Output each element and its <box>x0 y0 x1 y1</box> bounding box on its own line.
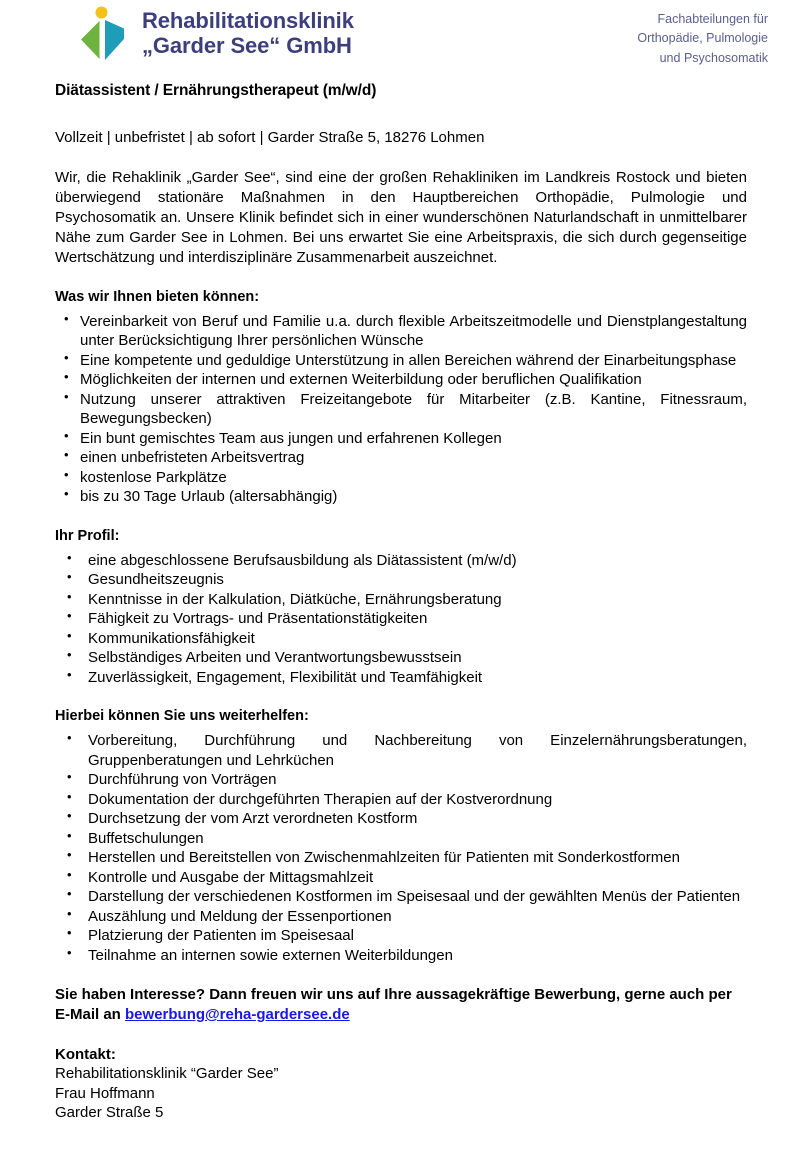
list-item: • bis zu 30 Tage Urlaub (altersabhängig) <box>55 487 747 507</box>
benefits-heading: Was wir Ihnen bieten können: <box>55 288 260 305</box>
profile-heading: Ihr Profil: <box>55 527 120 544</box>
benefits-list <box>55 312 747 507</box>
list-item: • Auszählung und Meldung der Essenportionen <box>55 907 747 927</box>
clinic-name <box>142 9 354 58</box>
document-body <box>0 82 800 1123</box>
department-line: und Psychosomatik <box>659 50 768 65</box>
application-call-to-action <box>55 985 747 1025</box>
list-item: • Dokumentation der durchgeführten Therapien auf der Kostverordnung <box>55 790 747 810</box>
list-item: • Kenntnisse in der Kalkulation, Diätküche, Ernährungsberatung <box>55 590 747 610</box>
list-item: • Herstellen und Bereitstellen von Zwischenmahlzeiten für Patienten mit Sonderkostformen <box>55 848 747 868</box>
contact-block <box>55 1045 747 1123</box>
department-line: Fachabteilungen für <box>657 12 768 26</box>
tasks-list <box>55 731 747 965</box>
list-item: • Kommunikationsfähigkeit <box>55 629 747 649</box>
list-item: • Zuverlässigkeit, Engagement, Flexibilität und Teamfähigkeit <box>55 668 747 688</box>
document-header <box>0 0 800 72</box>
clinic-branding <box>78 6 354 62</box>
application-email-link[interactable]: bewerbung@reha-gardersee.de <box>125 1005 350 1023</box>
cta-text: Sie haben Interesse? Dann freuen wir uns auf Ihre aussagekräftige Bewerbung, gerne auch per E-Mail an <box>55 986 732 1023</box>
rehab-clinic-logo-icon <box>78 6 132 62</box>
departments-block <box>637 6 768 68</box>
list-item: • Nutzung unserer attraktiven Freizeitangebote für Mitarbeiter (z.B. Kantine, Fitnessraum, Bewegungsbecken) <box>55 390 747 429</box>
list-item: • Möglichkeiten der internen und externen Weiterbildung oder beruflichen Qualifikation <box>55 370 747 390</box>
page-title: Diätassistent / Ernährungstherapeut (m/w/d) <box>55 82 377 99</box>
list-item: • Durchsetzung der vom Arzt verordneten Kostform <box>55 809 747 829</box>
list-item: • Gesundheitszeugnis <box>55 570 747 590</box>
list-item: • Durchführung von Vorträgen <box>55 770 747 790</box>
list-item: • Darstellung der verschiedenen Kostformen im Speisesaal und der gewählten Menüs der Patienten <box>55 887 747 907</box>
list-item: • Vorbereitung, Durchführung und Nachbereitung von Einzelernährungsberatungen, Gruppenberatungen und Lehrküchen <box>55 731 747 770</box>
contact-line-person: Frau Hoffmann <box>55 1084 155 1102</box>
list-item: • Vereinbarkeit von Beruf und Familie u.a. durch flexible Arbeitszeitmodelle und Dienstplangestaltung unter Berücksichtigung Ihrer persönlichen Wünsche <box>55 312 747 351</box>
contact-heading: Kontakt: <box>55 1045 116 1063</box>
contact-line-clinic: Rehabilitationsklinik “Garder See” <box>55 1065 279 1083</box>
intro-paragraph: Wir, die Rehaklinik „Garder See“, sind eine der großen Rehakliniken im Landkreis Rostock und bieten überwiegend stationäre Maßnahmen in den Hauptbereichen Orthopädie, Pulmologie und Psychosomatik an. Unsere Klinik befindet sich in einer wunderschönen Naturlandschaft in unmittelbarer Nähe zum Garder See in Lohmen. Bei uns erwartet Sie eine Arbeitspraxis, die sich durch gegenseitige Wertschätzung und interdisziplinäre Zusammenarbeit auszeichnet. <box>55 169 747 266</box>
list-item: • Teilnahme an internen sowie externen Weiterbildungen <box>55 946 747 966</box>
department-line: Orthopädie, Pulmologie <box>637 31 768 46</box>
tasks-heading: Hierbei können Sie uns weiterhelfen: <box>55 708 309 725</box>
list-item: • Selbständiges Arbeiten und Verantwortungsbewusstsein <box>55 648 747 668</box>
profile-list <box>55 551 747 688</box>
list-item: • kostenlose Parkplätze <box>55 468 747 488</box>
contact-line-street: Garder Straße 5 <box>55 1104 164 1122</box>
clinic-name-line1: Rehabilitationsklinik <box>142 8 354 34</box>
list-item: • einen unbefristeten Arbeitsvertrag <box>55 448 747 468</box>
list-item: • Ein bunt gemischtes Team aus jungen und erfahrenen Kollegen <box>55 429 747 449</box>
list-item: • Buffetschulungen <box>55 829 747 849</box>
job-meta-line: Vollzeit | unbefristet | ab sofort | Garder Straße 5, 18276 Lohmen <box>55 129 485 146</box>
list-item: • eine abgeschlossene Berufsausbildung als Diätassistent (m/w/d) <box>55 551 747 571</box>
list-item: • Eine kompetente und geduldige Unterstützung in allen Bereichen während der Einarbeitungsphase <box>55 351 747 371</box>
list-item: • Fähigkeit zu Vortrags- und Präsentationstätigkeiten <box>55 609 747 629</box>
list-item: • Kontrolle und Ausgabe der Mittagsmahlzeit <box>55 868 747 888</box>
clinic-name-line2: „Garder See“ GmbH <box>142 33 352 58</box>
list-item: • Platzierung der Patienten im Speisesaal <box>55 926 747 946</box>
